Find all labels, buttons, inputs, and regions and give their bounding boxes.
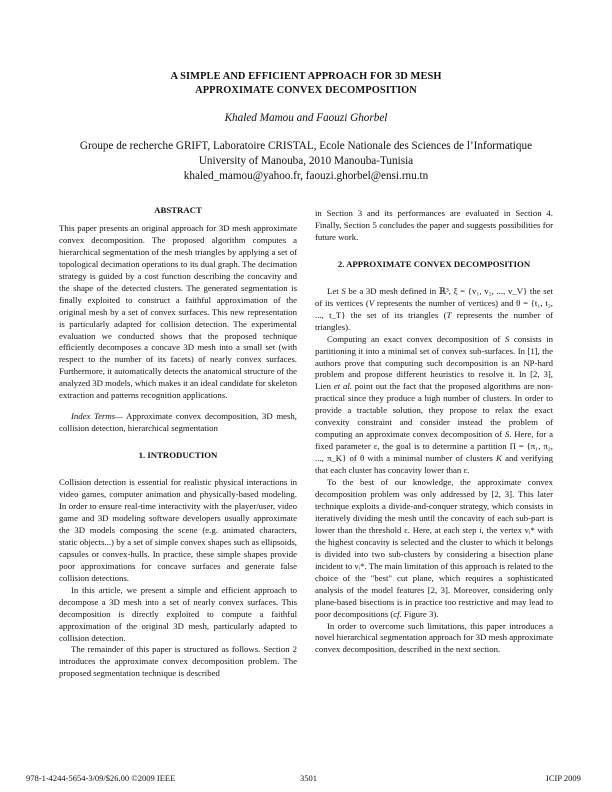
abstract-heading: ABSTRACT [154, 205, 202, 215]
section-2-paragraph-2: Computing an exact convex decomposition of S consists in partitioning it into a minimal set of convex sub-surfaces. In [1], the authors prove that computing such decomposition is an NP-hard problem and propose different heuristics to resolve it. In [2, 3], Lien et al. point out the fact that the proposed algorithms are non-practical since they produce a high number of clusters. In order to provide a tractable solution, they propose to relax the exact convexity constraint and consider instead the problem of computing an approximate convex decomposition of S. Here, for a fixed parameter ε, the goal is to determine a partition Π = {π₁, π₂, ..., π_K} of θ with a minimal number of clusters K and verifying that each cluster has concavity lower than ε. [315, 333, 553, 476]
index-terms-label: Index Terms— [71, 411, 123, 422]
affiliation-line-2: University of Manouba, 2010 Manouba-Tunisia [198, 155, 414, 167]
paper-title [60, 70, 552, 98]
title-line-1: A SIMPLE AND EFFICIENT APPROACH FOR 3D MESH [170, 71, 442, 82]
section-1-paragraph-3: The remainder of this paper is structured as follows. Section 2 introduces the approximate convex decomposition problem. The proposed segmentation technique is described [59, 644, 297, 679]
abstract-text: This paper presents an original approach for 3D mesh approximate convex decomposition. The proposed algorithm computes a hierarchical segmentation of the mesh triangles by applying a set of topological decimation operations to its dual graph. The decimation strategy is guided by a cost function describing the concavity and the shape of the detected clusters. The generated segmentation is finally exploited to construct a faithful approximation of the original mesh by a set of convex surfaces. This new representation is particularly adapted for collision detection. The experimental evaluation we conducted shows that the proposed technique efficiently decomposes a concave 3D mesh into a small set (with respect to the number of its facets) of nearly convex surfaces. Furthermore, it automatically detects the anatomical structure of the analyzed 3D models, which makes it an ideal candidate for skeleton extraction and patterns recognition applications. [59, 222, 297, 401]
affiliation [20, 139, 592, 184]
section-2-heading: 2. APPROXIMATE CONVEX DECOMPOSITION [337, 258, 531, 269]
authors: Khaled Mamou and Faouzi Ghorbel [224, 112, 388, 124]
section-2-paragraph-4: In order to overcome such limitations, this paper introduces a novel hierarchical segmentation approach for 3D mesh approximate convex decomposition, described in the next section. [315, 620, 553, 655]
footer-copyright: 978-1-4244-5654-3/09/$26.00 ©2009 IEEE [26, 773, 176, 783]
author-emails: khaled_mamou@yahoo.fr, faouzi.ghorbel@ensi.rnu.tn [183, 170, 429, 182]
section-2-paragraph-1: Let S be a 3D mesh defined in ℝ³, ξ = {v₁, v₂, ..., v_V} the set of its vertices (V represents the number of vertices) and θ = {t₁, t₂, ..., t_T} the set of its triangles (T represents the number of triangles). [315, 285, 553, 332]
section-1-heading: 1. INTRODUCTION [138, 450, 218, 461]
footer-venue: ICIP 2009 [546, 773, 581, 783]
index-terms-text: Approximate convex decomposition, 3D mesh, collision detection, hierarchical segmentation [59, 411, 297, 434]
section-2-paragraph-3: To the best of our knowledge, the approximate convex decomposition problem was only addressed by [2, 3]. This later technique exploits a divide-and-conquer strategy, which consists in iteratively dividing the mesh until the concavity of each sub-part is lower than the threshold ε. Here, at each step i, the vertex vᵢ* with the highest concavity is selected and the cluster to which it belongs is divided into two sub-clusters by considering a bisection plane incident to vᵢ*. The main limitation of this approach is related to the choice of the "best" cut plane, which requires a sophisticated analysis of the model features [2, 3]. Moreover, considering only plane-based bisections is in practice too restrictive and may lead to poor decompositions (cf. Figure 3). [315, 477, 553, 619]
section-1-paragraph-2: In this article, we present a simple and efficient approach to decompose a 3D mesh into a set of nearly convex surfaces. This decomposition is directly exploited to compute a faithful approximation of the original 3D mesh, particularly adapted to collision detection. [59, 584, 297, 643]
left-column [59, 205, 297, 680]
footer-page-number: 3501 [300, 773, 317, 783]
right-column [315, 208, 553, 656]
section-1-paragraph-1: Collision detection is essential for realistic physical interactions in video games, computer animation and physically-based modeling. In order to ensure real-time interactivity with the player/user, video game and 3D modeling software developers usually approximate the 3D models composing the scene (e.g. animated characters, static objects...) by a set of simple convex shapes such as ellipsoids, capsules or convex-hulls. In practice, these simple shapes provide poor approximations for concave surfaces and generate false collision detections. [59, 477, 297, 583]
title-line-2: APPROXIMATE CONVEX DECOMPOSITION [195, 85, 417, 96]
affiliation-line-1: Groupe de recherche GRIFT, Laboratoire CRISTAL, Ecole Nationale des Sciences de l’Informatique [79, 140, 533, 152]
section-1-continuation: in Section 3 and its performances are evaluated in Section 4. Finally, Section 5 concludes the paper and suggests possibilities for future work. [315, 208, 553, 242]
index-terms [59, 411, 297, 435]
